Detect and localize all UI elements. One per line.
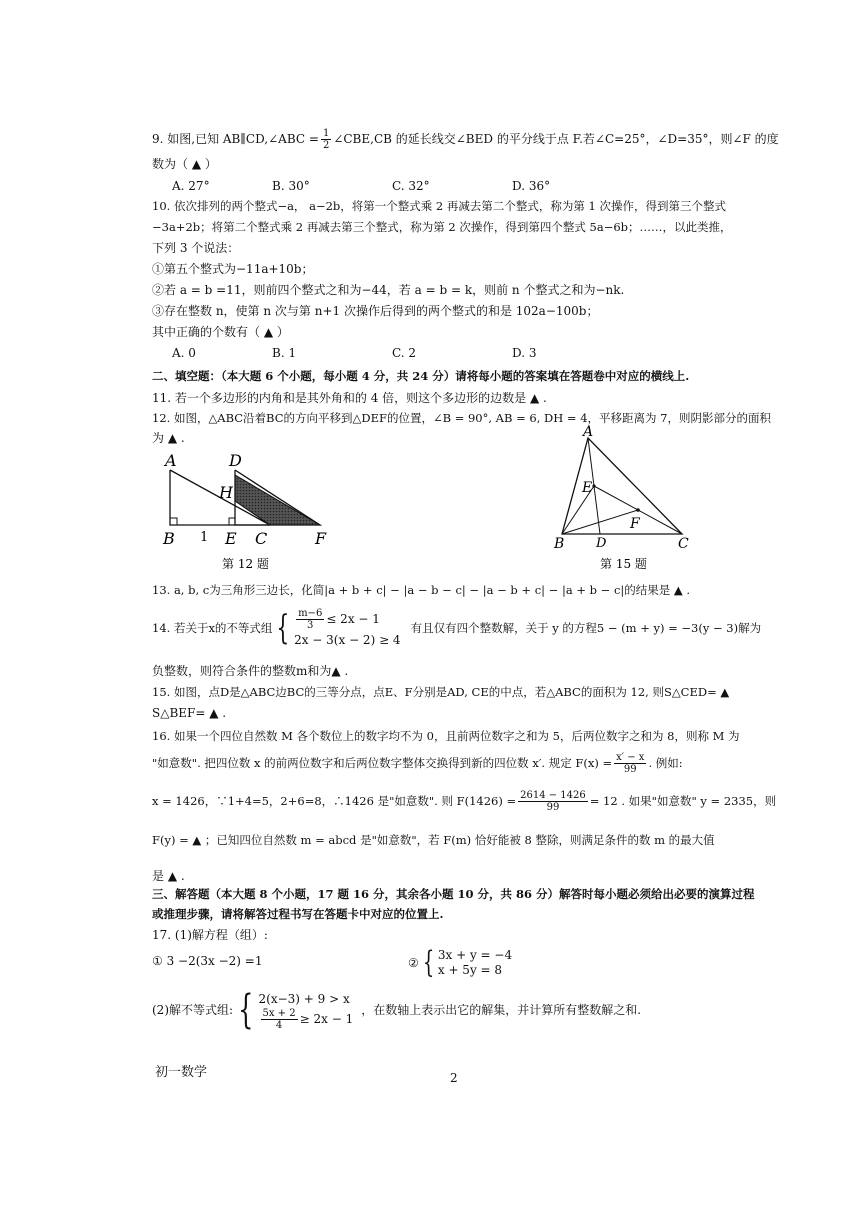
q9-line1: 9. 如图,已知 AB∥CD,∠ABC = $\frac{1}{2}$ ∠CBE,CB 的延长线交∠BED 的平分线于点 F.若∠C=25°，∠D=35°，则∠F 的度 (152, 128, 779, 151)
q14-line2: 负整数，则符合条件的整数m和为▲ . (152, 664, 349, 678)
label-1: 1 (200, 530, 209, 545)
label-e-15: E (582, 480, 593, 496)
footer-subject: 初一数学 (155, 1065, 208, 1080)
q16-line4: F(y) = ▲ ；已知四位自然数 m = abcd 是"如意数"，若 F(m) 恰好能被 8 整除，则满足条件的数 m 的最大值 (152, 833, 715, 847)
point-e (592, 484, 595, 487)
section-3-heading-line2: 或推理步骤，请将解答过程书写在答题卡中对应的位置上. (152, 907, 444, 921)
q10-option-b: B. 1 (272, 346, 297, 360)
triangle-abc-15 (562, 438, 682, 534)
label-f: F (315, 529, 327, 548)
label-h: H (219, 483, 233, 502)
q14-line1: 14. 若关于x的不等式组 { $\frac{m-6}{3}$ ≤ 2x − 1 2x − 3(x − 2) ≥ 4 有且仅有四个整数解，关于 y 的方程5 − (m + y) = −3(y − 3)解为 (152, 607, 762, 648)
right-angle-e (229, 518, 235, 525)
label-a: A (165, 451, 177, 470)
q10-statement-3: ③存在整数 n，使第 n 次与第 n+1 次操作后得到的两个整式的和是 102a−100b； (152, 304, 599, 318)
q17-equation-2: ② { 3x + y = −4 x + 5y = 8 (408, 945, 513, 980)
q16-line2: "如意数". 把四位数 x 的前两位数字和后两位数字整体交换得到新的四位数 x′. 规定 F(x) = $\frac{x' - x}{99}$ . 例如: (152, 751, 683, 775)
q10-line1: 10. 依次排列的两个整式−a， a−2b，将第一个整式乘 2 再减去第二个整式，称为第 1 次操作，得到第三个整式 (152, 199, 727, 213)
q17-equation-1: ① 3 −2(3x −2) =1 (152, 954, 263, 968)
q16-line3: x = 1426，∵1+4=5，2+6=8，∴1426 是"如意数". 则 F(1426) = $\frac{2614 - 1426}{99}$ = 12 . 如果"如意数" y = 2335，则 (152, 789, 777, 813)
q9-option-c: C. 32° (392, 179, 430, 193)
q10-option-d: D. 3 (512, 346, 537, 360)
q10-option-c: C. 2 (392, 346, 417, 360)
label-b-15: B (554, 536, 565, 552)
q10-statement-1: ①第五个整式为−11a+10b； (152, 262, 314, 276)
q16-line5: 是 ▲ . (152, 869, 185, 883)
label-d-15: D (596, 536, 607, 551)
page-number: 2 (450, 1071, 458, 1085)
label-c: C (255, 529, 268, 548)
q10-line4: 其中正确的个数有（ ▲ ） (152, 325, 289, 339)
q9-fraction: $\frac{1}{2}$ (322, 128, 330, 151)
q15-line2: S△BEF= ▲ . (152, 706, 227, 720)
q12-line1: 12. 如图，△ABC沿着BC的方向平移到△DEF的位置，∠B = 90°, AB = 6, DH = 4，平移距离为 7，则阴影部分的面积 (152, 411, 771, 425)
q9-option-b: B. 30° (272, 179, 310, 193)
label-e: E (225, 529, 237, 548)
figure-15-caption: 第 15 题 (600, 557, 647, 571)
label-f-15: F (630, 516, 640, 532)
figure-15 (550, 422, 700, 572)
right-angle-b (170, 518, 177, 525)
q11: 11. 若一个多边形的内角和是其外角和的 4 倍，则这个多边形的边数是 ▲ . (152, 391, 547, 405)
q13: 13. a, b, c为三角形三边长，化简|a + b + c| − |a − b − c| − |a − b + c| − |a + b − c|的结果是 ▲ . (152, 583, 691, 597)
q10-option-a: A. 0 (172, 346, 196, 360)
q10-statement-2: ②若 a = b =11，则前四个整式之和为−44，若 a = b = k，则前 n 个整式之和为−nk. (152, 283, 625, 297)
q9-option-d: D. 36° (512, 179, 551, 193)
q17-inequality-system: 2(x−3) + 9 > x $\frac{5x + 2}{4}$ ≥ 2x − 1 (258, 991, 354, 1031)
q15-line1: 15. 如图，点D是△ABC边BC的三等分点，点E、F分别是AD, CE的中点，若△ABC的面积为 12, 则S△CED= ▲ (152, 685, 730, 699)
q17-part-2: (2)解不等式组: { 2(x−3) + 9 > x $\frac{5x + 2}{4}$ ≥ 2x − 1 ，在数轴上表示出它的解集，并计算所有整数解之和. (152, 987, 642, 1033)
q16-line1: 16. 如果一个四位自然数 M 各个数位上的数字均不为 0，且前两位数字之和为 5，后两位数字之和为 8，则称 M 为 (152, 729, 740, 743)
label-a-15: A (583, 424, 594, 440)
q9-option-a: A. 27° (172, 179, 210, 193)
q17-title: 17. (1)解方程（组）: (152, 928, 268, 942)
q14-inequality-system: $\frac{m-6}{3}$ ≤ 2x − 1 2x − 3(x − 2) ≥ 4 (294, 607, 401, 647)
q9-line2: 数为（ ▲ ） (152, 157, 217, 171)
label-d: D (229, 451, 242, 470)
q10-line3: 下列 3 个说法： (152, 241, 240, 255)
label-b: B (163, 529, 175, 548)
point-f (636, 508, 640, 512)
section-2-heading: 二、填空题：（本大题 6 个小题，每小题 4 分，共 24 分）请将每小题的答案填在答题卷中对应的横线上. (152, 369, 690, 383)
figure-12 (155, 450, 340, 575)
section-3-heading-line1: 三、解答题（本大题 8 个小题，17 题 16 分，其余各小题 10 分，共 86 分）解答时每小题必须给出必要的演算过程 (152, 887, 755, 901)
q12-line2: 为 ▲ . (152, 431, 185, 445)
label-c-15: C (678, 536, 689, 552)
q10-line2: −3a+2b；将第二个整式乘 2 再减去第三个整式，称为第 2 次操作，得到第四个整式 5a−6b；……，以此类推， (152, 220, 732, 234)
figure-12-caption: 第 12 题 (222, 557, 269, 571)
